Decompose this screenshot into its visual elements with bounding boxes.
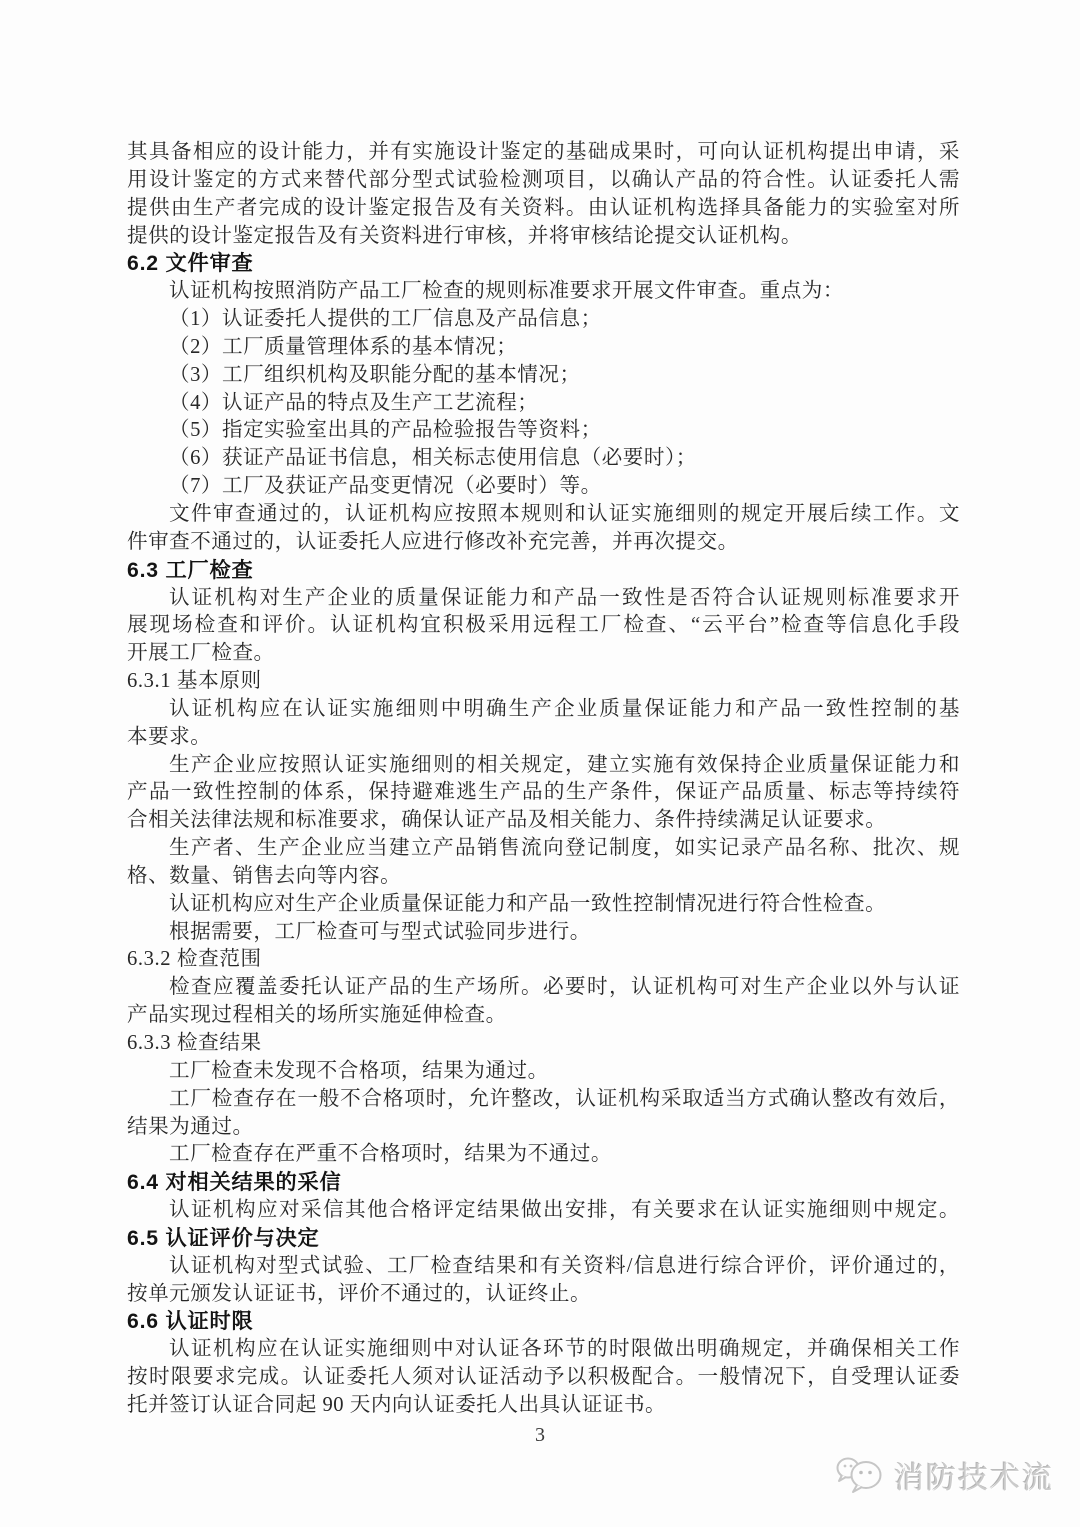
section-heading: 6.3.3 检查结果 [127,1032,262,1054]
text-line: 产品实现过程相关的场所实施延伸检查。 [127,1004,507,1027]
text-line: 按时限要求完成。认证委托人须对认证活动予以积极配合。一般情况下，自受理认证委 [127,1366,960,1389]
text-line: 用设计鉴定的方式来替代部分型式试验检测项目，以确认产品的符合性。认证委托人需 [127,168,960,191]
text-line: （3）工厂组织机构及职能分配的基本情况； [169,363,581,386]
text-line: （1）认证委托人提供的工厂信息及产品信息； [169,308,602,331]
text-line: 工厂检查未发现不合格项，结果为通过。 [169,1059,549,1082]
text-line: （2）工厂质量管理体系的基本情况； [169,335,518,358]
text-line: 文件审查通过的，认证机构应按照本规则和认证实施细则的规定开展后续工作。文 [169,502,960,525]
text-line: （4）认证产品的特点及生产工艺流程； [169,391,539,414]
section-heading: 6.5 认证评价与决定 [127,1226,320,1250]
section-heading: 6.4 对相关结果的采信 [127,1171,342,1195]
text-line: 本要求。 [127,725,212,748]
page-number: 3 [535,1424,545,1446]
section-heading: 6.2 文件审查 [127,252,254,276]
text-line: 认证机构对生产企业的质量保证能力和产品一致性是否符合认证规则标准要求开 [169,586,960,609]
text-line: 生产企业应按照认证实施细则的相关规定，建立实施有效保持企业质量保证能力和 [169,753,960,776]
text-line: 按单元颁发认证证书，评价不通过的，认证终止。 [127,1282,592,1305]
text-line: 认证机构按照消防产品工厂检查的规则标准要求开展文件审查。重点为： [169,280,844,303]
section-heading: 6.3.1 基本原则 [127,670,262,693]
text-line: 合相关法律法规和标准要求，确保认证产品及相关能力、条件持续满足认证要求。 [127,809,887,832]
text-line: 开展工厂检查。 [127,642,275,665]
text-line: 提供由生产者完成的设计鉴定报告及有关资料。由认证机构选择具备能力的实验室对所 [127,196,960,219]
text-line: （5）指定实验室出具的产品检验报告等资料； [169,419,602,442]
text-line: 认证机构应在认证实施细则中明确生产企业质量保证能力和产品一致性控制的基 [169,697,960,720]
wechat-icon [835,1453,885,1497]
text-line: 产品一致性控制的体系，保持避难逃生产品的生产条件，保证产品质量、标志等持续符 [127,781,960,804]
text-line: （6）获证产品证书信息，相关标志使用信息（必要时）； [169,447,697,470]
text-line: 托并签订认证合同起 90 天内向认证委托人出具认证证书。 [127,1393,667,1416]
section-heading: 6.3 工厂检查 [127,558,254,582]
text-line: 提供的设计鉴定报告及有关资料进行审核，并将审核结论提交认证机构。 [127,224,802,247]
text-line: （7）工厂及获证产品变更情况（必要时）等。 [169,475,602,498]
text-line: 件审查不通过的，认证委托人应进行修改补充完善，并再次提交。 [127,530,739,553]
text-line: 工厂检查存在严重不合格项时，结果为不通过。 [169,1143,612,1166]
text-line: 认证机构应在认证实施细则中对认证各环节的时限做出明确规定，并确保相关工作 [169,1338,960,1361]
text-line: 根据需要，工厂检查可与型式试验同步进行。 [169,920,591,943]
document-body [127,139,960,1420]
text-line: 认证机构应对生产企业质量保证能力和产品一致性控制情况进行符合性检查。 [169,892,887,915]
text-line: 格、数量、销售去向等内容。 [127,864,402,887]
text-line: 结果为通过。 [127,1115,254,1138]
text-line: 生产者、生产企业应当建立产品销售流向登记制度，如实记录产品名称、批次、规 [169,837,960,860]
watermark [835,1453,1054,1497]
section-heading: 6.3.2 检查范围 [127,948,262,971]
text-line: 工厂检查存在一般不合格项时，允许整改，认证机构采取适当方式确认整改有效后， [169,1087,960,1110]
watermark-label: 消防技术流 [894,1462,1054,1495]
text-line: 展现场检查和评价。认证机构宜积极采用远程工厂检查、“云平台”检查等信息化手段 [127,614,960,637]
text-line: 其具备相应的设计能力，并有实施设计鉴定的基础成果时，可向认证机构提出申请，采 [127,141,960,163]
section-heading: 6.6 认证时限 [127,1310,254,1334]
text-line: 认证机构对型式试验、工厂检查结果和有关资料/信息进行综合评价，评价通过的， [169,1254,960,1277]
text-line: 检查应覆盖委托认证产品的生产场所。必要时，认证机构可对生产企业以外与认证 [169,976,960,999]
text-line: 认证机构应对采信其他合格评定结果做出安排，有关要求在认证实施细则中规定。 [169,1199,960,1222]
